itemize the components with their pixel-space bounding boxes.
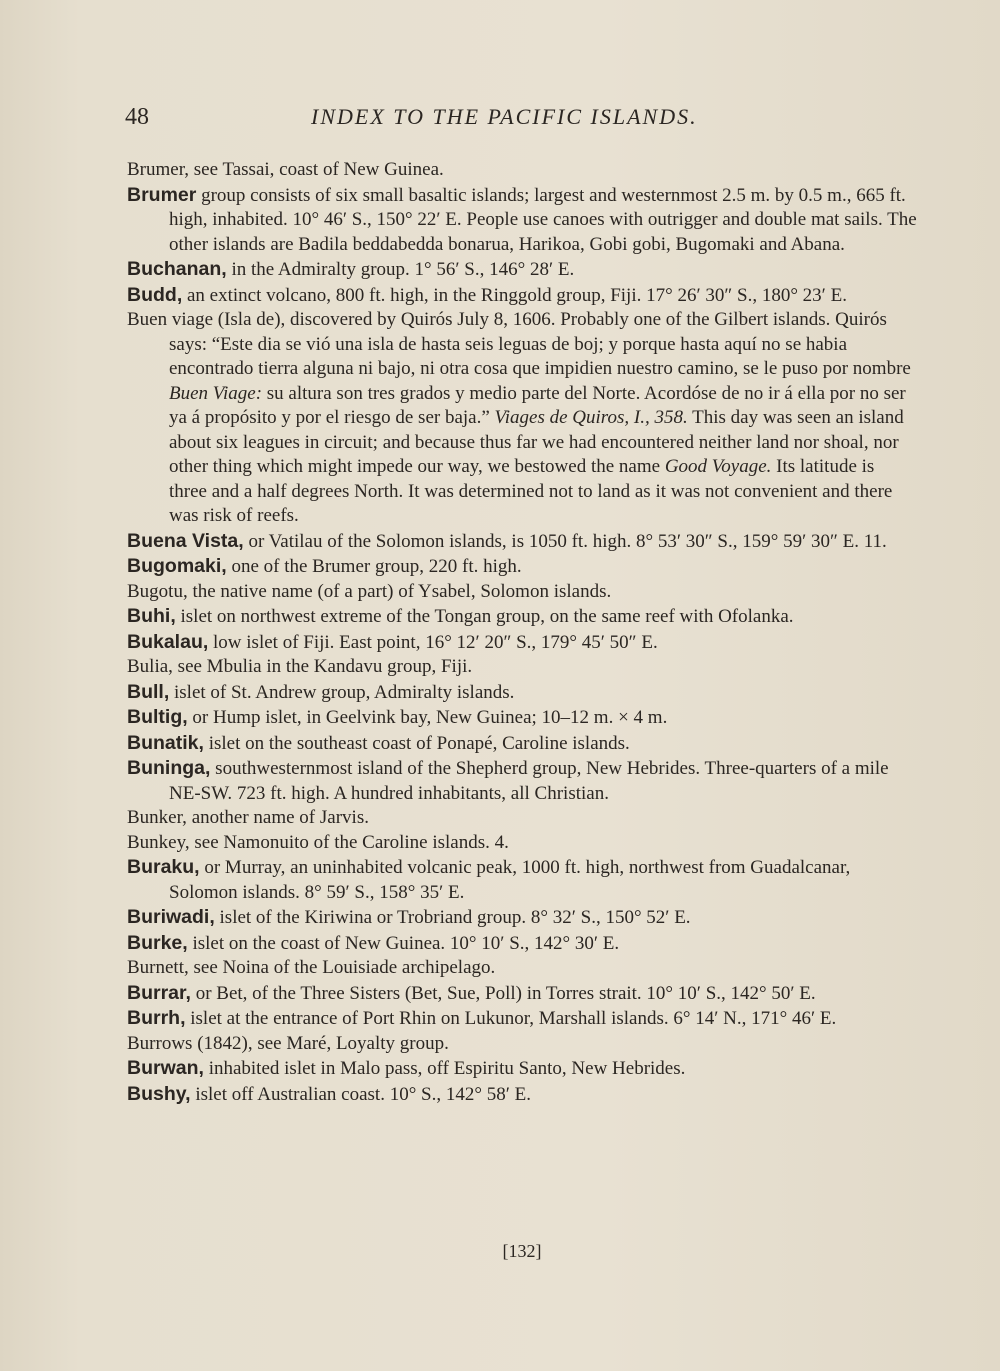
index-entry — [127, 806, 917, 831]
entry-headword: Burrh, — [127, 1007, 186, 1029]
entry-headword: Burke, — [127, 931, 188, 954]
entry-text: see Noina of the Louisiade archipelago. — [188, 957, 496, 978]
index-entries — [127, 158, 917, 1107]
index-entry — [127, 529, 917, 555]
entry-text: low islet of Fiji. East point, 16° 12′ 20″ S., 179° 45′ 50″ E. — [208, 631, 658, 653]
entry-text: islet on the coast of New Guinea. 10° 10′ S., 142° 30′ E. — [187, 932, 620, 954]
entry-headword: Burnett, — [127, 957, 189, 978]
entry-text: This day was seen an island about six leagues in circuit; and because thus far we had encountered neither land nor shoal, nor other thing which might impede our way, we bestowed the name — [169, 407, 904, 477]
entry-headword: Buriwadi, — [127, 906, 215, 928]
entry-text: islet at the entrance of Port Rhin on Lukunor, Marshall islands. 6° 14′ N., 171° 46′ E. — [185, 1008, 837, 1029]
index-entry — [127, 981, 917, 1007]
index-entry — [127, 731, 917, 757]
entry-headword: Brumer, — [127, 159, 190, 180]
entry-headword: Bulia, — [127, 656, 173, 677]
entry-text: islet of the Kiriwina or Trobriand group. 8° 32′ S., 150° 52′ E. — [214, 907, 691, 928]
entry-text: in the Admiralty group. 1° 56′ S., 146° 28′ E. — [226, 259, 575, 280]
entry-text: or Murray, an uninhabited volcanic peak, 1000 ft. high, northwest from Guadalcanar, Solomon islands. 8° 59′ S., 158° 35′ E. — [169, 857, 851, 903]
entry-headword: Buhi, — [127, 605, 176, 627]
index-entry — [127, 630, 917, 656]
entry-text: an extinct volcano, 800 ft. high, in the Ringgold group, Fiji. 17° 26′ 30″ S., 180° 23′ E. — [182, 284, 847, 306]
entry-headword: Bukalau, — [127, 630, 209, 653]
page-number: 48 — [125, 104, 149, 130]
entry-text: one of the Brumer group, 220 ft. high. — [226, 556, 522, 577]
index-entry — [127, 905, 917, 931]
entry-text: see Tassai, coast of New Guinea. — [189, 159, 444, 180]
entry-text: group consists of six small basaltic islands; largest and westernmost 2.5 m. by 0.5 m., 665 ft. high, inhabited. 10° 46′ S., 150° 22′ E. People use canoes with outrigger and double mat sails. The other islands are Badila beddabedda bonarua, Harikoa, Gobi gobi, Bugomaki and Abana. — [169, 184, 917, 255]
entry-text: Its latitude is three and a half degrees North. It was determined not to land as it was not convenient and there was risk of reefs. — [169, 456, 893, 526]
entry-text: islet on northwest extreme of the Tongan group, on the same reef with Ofolanka. — [175, 606, 794, 627]
index-entry — [127, 831, 917, 856]
entry-italic-text: Viages de Quiros, I., 358. — [494, 407, 688, 428]
index-entry — [127, 604, 917, 630]
index-entry — [127, 680, 917, 706]
entry-text: southwesternmost island of the Shepherd group, New Hebrides. Three-quarters of a mile NE-SW. 723 ft. high. A hundred inhabitants, all Christian. — [169, 758, 889, 804]
entry-headword: Bunkey, — [127, 831, 190, 853]
entry-text: islet of St. Andrew group, Admiralty islands. — [169, 681, 515, 703]
entry-headword: Budd, — [127, 283, 183, 306]
index-entry — [127, 855, 917, 905]
entry-headword: Bunatik, — [127, 731, 204, 754]
entry-text: the native name (of a part) of Ysabel, Solomon islands. — [187, 580, 612, 602]
index-entry — [127, 655, 917, 680]
entry-headword: Burrar, — [127, 981, 191, 1004]
entry-headword: Buraku, — [127, 856, 200, 878]
index-entry — [127, 931, 917, 957]
running-title: INDEX TO THE PACIFIC ISLANDS. — [311, 104, 698, 129]
index-entry — [127, 1056, 917, 1082]
folio-number: [132] — [502, 1241, 542, 1261]
index-entry — [127, 580, 917, 605]
entry-text: viage (Isla de), discovered by Quirós July 8, 1606. Probably one of the Gilbert islands. Quirós says: “Este dia se vió una isla de hasta seis leguas de boj; y porque hasta aquí no se habia encontrado tierra alguna ni bajo, ni otra cosa que impidien nuestro camino, se le puso por nombre — [167, 309, 911, 379]
entry-text: see Mbulia in the Kandavu group, Fiji. — [172, 656, 473, 677]
entry-text: or Hump islet, in Geelvink bay, New Guinea; 10–12 m. × 4 m. — [187, 707, 668, 728]
index-entry — [127, 283, 917, 309]
entry-text: or Bet, of the Three Sisters (Bet, Sue, Poll) in Torres strait. 10° 10′ S., 142° 50′ E. — [190, 982, 816, 1004]
entry-headword: Bultig, — [127, 706, 188, 728]
index-entry — [127, 308, 917, 529]
index-entry — [127, 257, 917, 283]
entry-headword: Buninga, — [127, 757, 211, 779]
entry-text: another name of Jarvis. — [186, 807, 369, 828]
entry-headword: Bugotu, — [127, 580, 188, 602]
index-entry — [127, 158, 917, 183]
index-entry — [127, 956, 917, 981]
entry-headword: Buena Vista, — [127, 529, 244, 552]
entry-text: islet on the southeast coast of Ponapé, Caroline islands. — [203, 732, 630, 754]
entry-headword: Buchanan, — [127, 258, 227, 280]
index-entry — [127, 756, 917, 806]
entry-headword: Bunker, — [127, 807, 187, 828]
page-header — [125, 104, 885, 140]
index-entry — [127, 1082, 917, 1108]
entry-text: islet off Australian coast. 10° S., 142° 58′ E. — [190, 1083, 531, 1105]
entry-text: su altura son tres grados y medio parte del Norte. Acordóse de no ir á ella por no ser ya á propósito y por el riesgo de ser baja.” — [169, 382, 906, 428]
index-entry — [127, 705, 917, 731]
entry-headword: Brumer — [127, 183, 197, 206]
entry-headword: Burrows — [127, 1032, 193, 1054]
entry-text: (1842), see Maré, Loyalty group. — [192, 1032, 449, 1054]
index-entry — [127, 1006, 917, 1032]
entry-headword: Buen — [127, 309, 168, 330]
entry-text: or Vatilau of the Solomon islands, is 1050 ft. high. 8° 53′ 30″ S., 159° 59′ 30″ E. 11. — [243, 530, 887, 552]
index-entry — [127, 554, 917, 580]
index-entry — [127, 183, 917, 258]
index-entry — [127, 1032, 917, 1057]
entry-headword: Bugomaki, — [127, 555, 227, 577]
entry-text: see Namonuito of the Caroline islands. 4. — [189, 831, 509, 853]
entry-italic-text: Good Voyage. — [664, 456, 772, 477]
entry-text: inhabited islet in Malo pass, off Espiritu Santo, New Hebrides. — [203, 1058, 686, 1079]
entry-italic-text: Buen Viage: — [169, 382, 263, 404]
page-footer — [0, 1241, 1000, 1262]
entry-headword: Bushy, — [127, 1082, 191, 1105]
entry-headword: Burwan, — [127, 1057, 204, 1079]
entry-headword: Bull, — [127, 680, 170, 703]
